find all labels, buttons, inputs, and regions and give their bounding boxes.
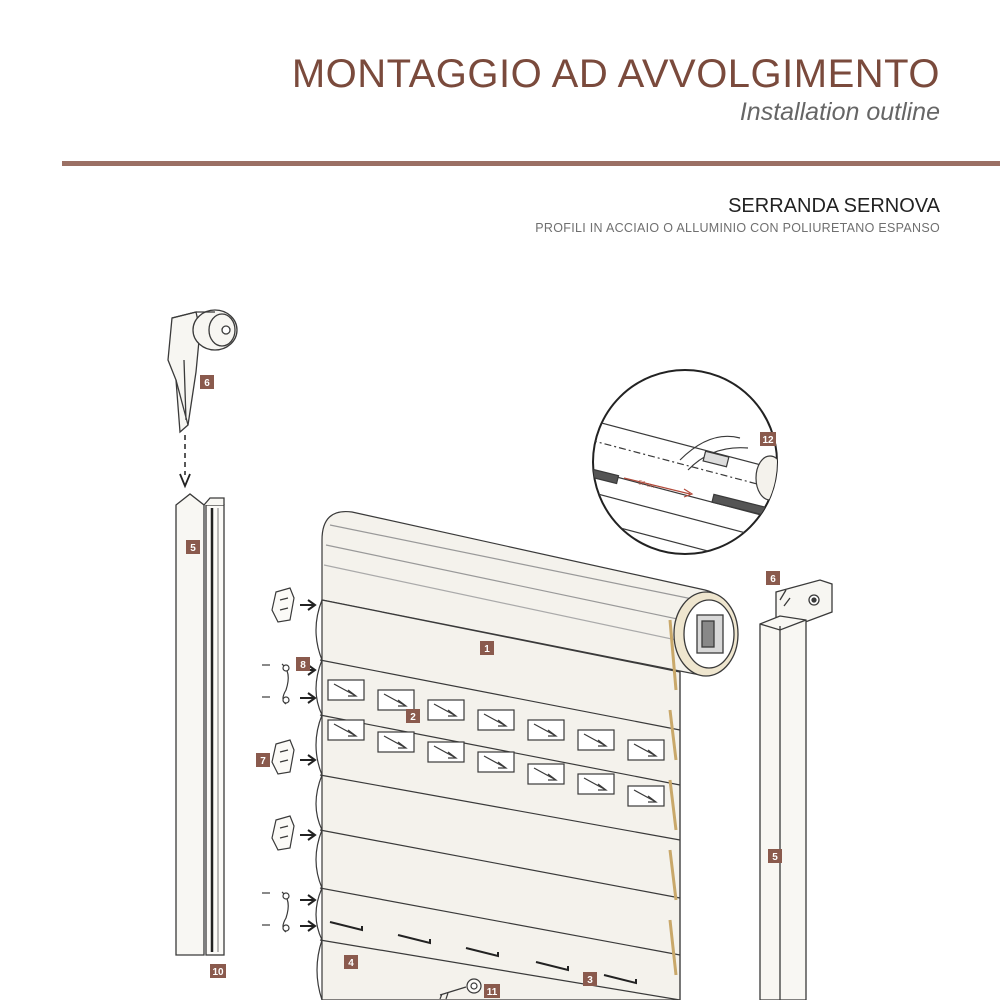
svg-text:2: 2 — [410, 712, 416, 723]
roll-end-cap — [674, 592, 738, 676]
badge-10 — [210, 964, 226, 978]
badge-3 — [583, 972, 597, 986]
down-arrow — [180, 435, 190, 486]
svg-text:3: 3 — [587, 975, 593, 986]
svg-text:4: 4 — [348, 958, 354, 969]
detail-measure-label: 57 cm — [637, 480, 655, 490]
page-subtitle: Installation outline — [739, 98, 940, 126]
product-name: SERRANDA SERNOVA — [728, 195, 940, 217]
badge-5-left — [186, 540, 200, 554]
svg-text:7: 7 — [260, 756, 266, 767]
svg-text:6: 6 — [204, 378, 210, 389]
svg-text:6: 6 — [770, 574, 776, 585]
badge-6-right — [766, 571, 780, 585]
badge-5-right — [768, 849, 782, 863]
svg-text:10: 10 — [212, 967, 224, 978]
end-clip-top — [272, 588, 294, 622]
page-title: MONTAGGIO AD AVVOLGIMENTO — [291, 52, 940, 96]
shutter-curtain — [316, 512, 732, 1000]
svg-text:11: 11 — [486, 987, 498, 998]
right-guide-rail — [760, 616, 806, 1000]
svg-text:12: 12 — [762, 435, 774, 446]
left-guide-rail — [176, 494, 224, 955]
svg-text:8: 8 — [300, 660, 306, 671]
badge-12 — [760, 432, 776, 446]
side-plate-top — [262, 664, 289, 704]
svg-text:5: 5 — [190, 543, 196, 554]
svg-text:1: 1 — [484, 644, 490, 655]
svg-text:5: 5 — [772, 852, 778, 863]
badge-7 — [256, 753, 270, 767]
badge-8 — [296, 657, 310, 671]
detail-inset — [587, 370, 784, 570]
badge-11 — [484, 984, 500, 998]
end-clip-lower — [272, 816, 294, 850]
end-clip-middle — [272, 740, 294, 774]
left-bracket — [168, 310, 237, 432]
badge-1 — [480, 641, 494, 655]
badge-6-left — [200, 375, 214, 389]
badge-4 — [344, 955, 358, 969]
product-description: PROFILI IN ACCIAIO O ALLUMINIO CON POLIURETANO ESPANSO — [535, 221, 940, 235]
side-plate-bottom — [262, 892, 289, 932]
badge-2 — [406, 709, 420, 723]
